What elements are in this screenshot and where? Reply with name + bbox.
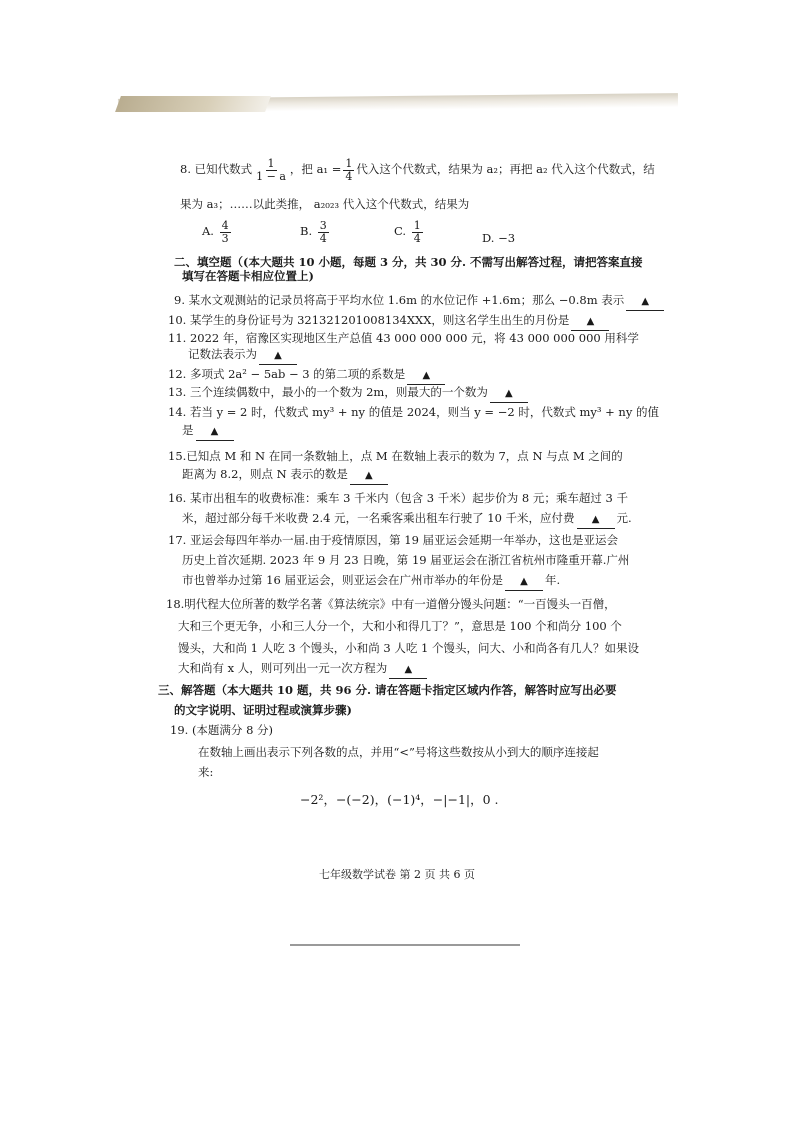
answer-blank: ▲ bbox=[577, 512, 615, 529]
question-14-line-2: 是 ▲ bbox=[182, 422, 236, 441]
section-3-heading: 三、解答题（本大题共 10 题，共 96 分. 请在答题卡指定区域内作答，解答时应写出必要 bbox=[158, 683, 617, 697]
answer-blank: ▲ bbox=[196, 424, 234, 441]
scan-line-bottom bbox=[290, 944, 520, 946]
answer-blank: ▲ bbox=[490, 386, 528, 403]
question-19-line-2: 来: bbox=[198, 765, 214, 779]
question-17-line-1: 17. 亚运会每四年举办一届.由于疫情原因，第 19 届亚运会延期一年举办，这也是亚运会 bbox=[168, 533, 619, 547]
fraction-1-over-1-minus-a: $\frac{1}{1 - a}$ bbox=[256, 157, 286, 183]
question-15-line-2: 距离为 8.2，则点 N 表示的数是 ▲ bbox=[182, 466, 390, 485]
question-18-line-3: 馒头，大和尚 1 人吃 3 个馒头，小和尚 3 人吃 1 个馒头，问大、小和尚各有几人？如果设 bbox=[178, 641, 640, 655]
option-b: B. $\frac{3}{4}$ bbox=[300, 219, 327, 245]
question-10: 10. 某学生的身份证号为 321321201008134XXX，则这名学生出生的月份是 ▲ bbox=[168, 312, 611, 331]
question-8-line-1: 8. 已知代数式 $\frac{1}{1 - a}$ ，把 a₁ = $\frac{1}{4}$ 代入这个代数式，结果为 a₂；再把 a₂ 代入这个代数式，结 bbox=[180, 157, 655, 183]
question-18-line-4: 大和尚有 x 人，则可列出一元一次方程为 ▲ bbox=[178, 660, 429, 679]
question-18-line-1: 18.明代程大位所著的数学名著《算法统宗》中有一道僧分馒头问题：“一百馒头一百僧， bbox=[166, 597, 616, 611]
section-3-heading-2: 的文字说明、证明过程或演算步骤) bbox=[174, 703, 352, 717]
question-17-line-2: 历史上首次延期. 2023 年 9 月 23 日晚，第 19 届亚运会在浙江省杭州市隆重开幕.广州 bbox=[182, 553, 630, 567]
question-19-title: 19. (本题满分 8 分) bbox=[170, 723, 274, 737]
answer-blank: ▲ bbox=[259, 348, 297, 365]
question-17-line-3: 市也曾举办过第 16 届亚运会，则亚运会在广州市举办的年份是 ▲ 年. bbox=[182, 572, 560, 591]
answer-blank: ▲ bbox=[571, 314, 609, 331]
option-a: A. $\frac{4}{3}$ bbox=[202, 219, 229, 245]
question-16-line-1: 16. 某市出租车的收费标准：乘车 3 千米内（包含 3 千米）起步价为 8 元；乘车超过 3 千 bbox=[168, 491, 628, 505]
answer-blank: ▲ bbox=[407, 368, 445, 385]
question-9: 9. 某水文观测站的记录员将高于平均水位 1.6m 的水位记作 +1.6m；那么 −0.8m 表示 ▲ bbox=[174, 292, 666, 311]
option-c: C. $\frac{1}{4}$ bbox=[394, 219, 421, 245]
page-footer: 七年级数学试卷 第 2 页 共 6 页 bbox=[319, 868, 475, 881]
question-19-line-1: 在数轴上画出表示下列各数的点，并用“<”号将这些数按从小到大的顺序连接起 bbox=[198, 745, 599, 759]
answer-blank: ▲ bbox=[389, 662, 427, 679]
section-2-heading: 二、填空题（(本大题共 10 小题，每题 3 分，共 30 分. 不需写出解答过程，请把答案直接 bbox=[174, 255, 643, 269]
question-12: 12. 多项式 2a² − 5ab − 3 的第二项的系数是 ▲ bbox=[168, 366, 447, 385]
answer-blank: ▲ bbox=[350, 468, 388, 485]
answer-blank: ▲ bbox=[505, 574, 543, 591]
answer-blank: ▲ bbox=[626, 294, 664, 311]
question-18-line-2: 大和三个更无争，小和三人分一个，大和小和得几丁？”，意思是 100 个和尚分 100 个 bbox=[178, 619, 622, 633]
question-15-line-1: 15.已知点 M 和 N 在同一条数轴上，点 M 在数轴上表示的数为 7，点 N 与点 M 之间的 bbox=[168, 449, 623, 463]
question-11-line-1: 11. 2022 年，宿豫区实现地区生产总值 43 000 000 000 元，将 43 000 000 000 用科学 bbox=[168, 331, 639, 345]
question-16-line-2: 米，超过部分每千米收费 2.4 元，一名乘客乘出租车行驶了 10 千米，应付费 ▲ 元. bbox=[182, 510, 632, 529]
question-19-expression: −2²，−(−2)，(−1)⁴，−|−1|，0 . bbox=[300, 792, 499, 807]
section-2-heading-2: 填写在答题卡相应位置上) bbox=[182, 269, 314, 283]
question-8-text: 8. 已知代数式 bbox=[180, 162, 253, 177]
question-8-line-2: 果为 a₃；……以此类推， a₂₀₂₃ 代入这个代数式，结果为 bbox=[180, 197, 470, 211]
question-11-line-2: 记数法表示为 ▲ bbox=[188, 346, 299, 365]
question-13: 13. 三个连续偶数中，最小的一个数为 2m，则最大的一个数为 ▲ bbox=[168, 384, 530, 403]
option-d: D. −3 bbox=[482, 231, 516, 245]
fraction-1-over-4: $\frac{1}{4}$ bbox=[345, 157, 353, 183]
question-14-line-1: 14. 若当 y = 2 时，代数式 my³ + ny 的值是 2024，则当 y = −2 时，代数式 my³ + ny 的值 bbox=[168, 405, 659, 419]
scan-shadow-corner bbox=[115, 96, 271, 112]
